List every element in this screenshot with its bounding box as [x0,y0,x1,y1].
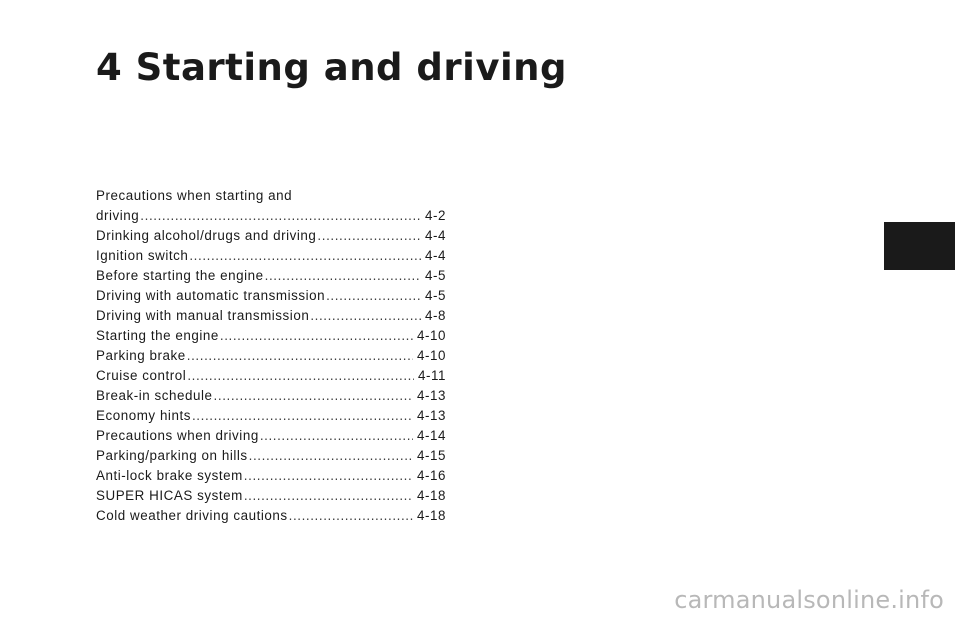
toc-dot-leader [244,486,413,506]
table-of-contents [96,186,446,526]
toc-dot-leader [220,326,413,346]
toc-entry-label: Before starting the engine [96,268,264,283]
toc-entry-label: Break-in schedule [96,388,213,403]
toc-dot-leader [187,346,413,366]
toc-dot-leader [289,506,413,526]
toc-entry [96,286,446,306]
toc-entry-label: Cold weather driving cautions [96,508,288,523]
toc-dot-leader [244,466,413,486]
toc-entry-label: Driving with automatic transmission [96,288,326,303]
toc-dot-leader [189,246,421,266]
toc-dot-leader [326,286,421,306]
toc-entry [96,326,446,346]
toc-entry [96,346,446,366]
toc-entry-label: Precautions when driving [96,428,259,443]
toc-entry [96,266,446,286]
toc-entry-page-number: 4-14 [416,428,446,443]
toc-dot-leader [192,406,413,426]
toc-entry-label: SUPER HICAS system [96,488,243,503]
toc-entry-label: driving [96,208,140,223]
toc-entry [96,406,446,426]
toc-entry-label: Driving with manual transmission [96,308,310,323]
toc-entry [96,486,446,506]
toc-dot-leader [214,386,413,406]
toc-entry-page-number: 4-5 [424,288,446,303]
toc-entry-page-number: 4-2 [424,208,446,223]
toc-entry [96,206,446,226]
toc-entry [96,306,446,326]
toc-entry-label: Parking/parking on hills [96,448,248,463]
toc-entry-page-number: 4-11 [417,368,446,383]
toc-entry-label: Parking brake [96,348,186,363]
toc-dot-leader [249,446,413,466]
toc-entry-page-number: 4-16 [416,468,446,483]
toc-entry-page-number: 4-4 [424,228,446,243]
chapter-thumb-tab [884,222,955,270]
toc-dot-leader [317,226,421,246]
toc-entry [96,466,446,486]
toc-entry-label: Economy hints [96,408,191,423]
toc-entry-page-number: 4-18 [416,508,446,523]
toc-entry-page-number: 4-5 [424,268,446,283]
toc-entries [96,206,446,526]
toc-entry [96,426,446,446]
toc-entry-lead-line: Precautions when starting and [96,188,293,203]
chapter-title: 4 Starting and driving [96,46,567,89]
toc-entry-page-number: 4-13 [416,388,446,403]
toc-entry [96,386,446,406]
toc-entry-page-number: 4-8 [424,308,446,323]
toc-dot-leader [265,266,421,286]
toc-entry-label: Starting the engine [96,328,219,343]
toc-dot-leader [260,426,413,446]
toc-entry-page-number: 4-10 [416,348,446,363]
toc-entry [96,366,446,386]
toc-entry-page-number: 4-4 [424,248,446,263]
toc-entry-page-number: 4-10 [416,328,446,343]
toc-entry-label: Ignition switch [96,248,189,263]
toc-entry-label: Drinking alcohol/drugs and driving [96,228,317,243]
toc-entry [96,506,446,526]
toc-entry-page-number: 4-18 [416,488,446,503]
toc-entry-page-number: 4-13 [416,408,446,423]
toc-entry-label: Anti-lock brake system [96,468,243,483]
toc-entry-page-number: 4-15 [416,448,446,463]
toc-dot-leader [187,366,414,386]
toc-dot-leader [140,206,421,226]
toc-dot-leader [310,306,421,326]
watermark: carmanualsonline.info [674,586,944,614]
toc-entry [96,446,446,466]
toc-entry-label: Cruise control [96,368,187,383]
toc-entry [96,226,446,246]
toc-entry [96,246,446,266]
